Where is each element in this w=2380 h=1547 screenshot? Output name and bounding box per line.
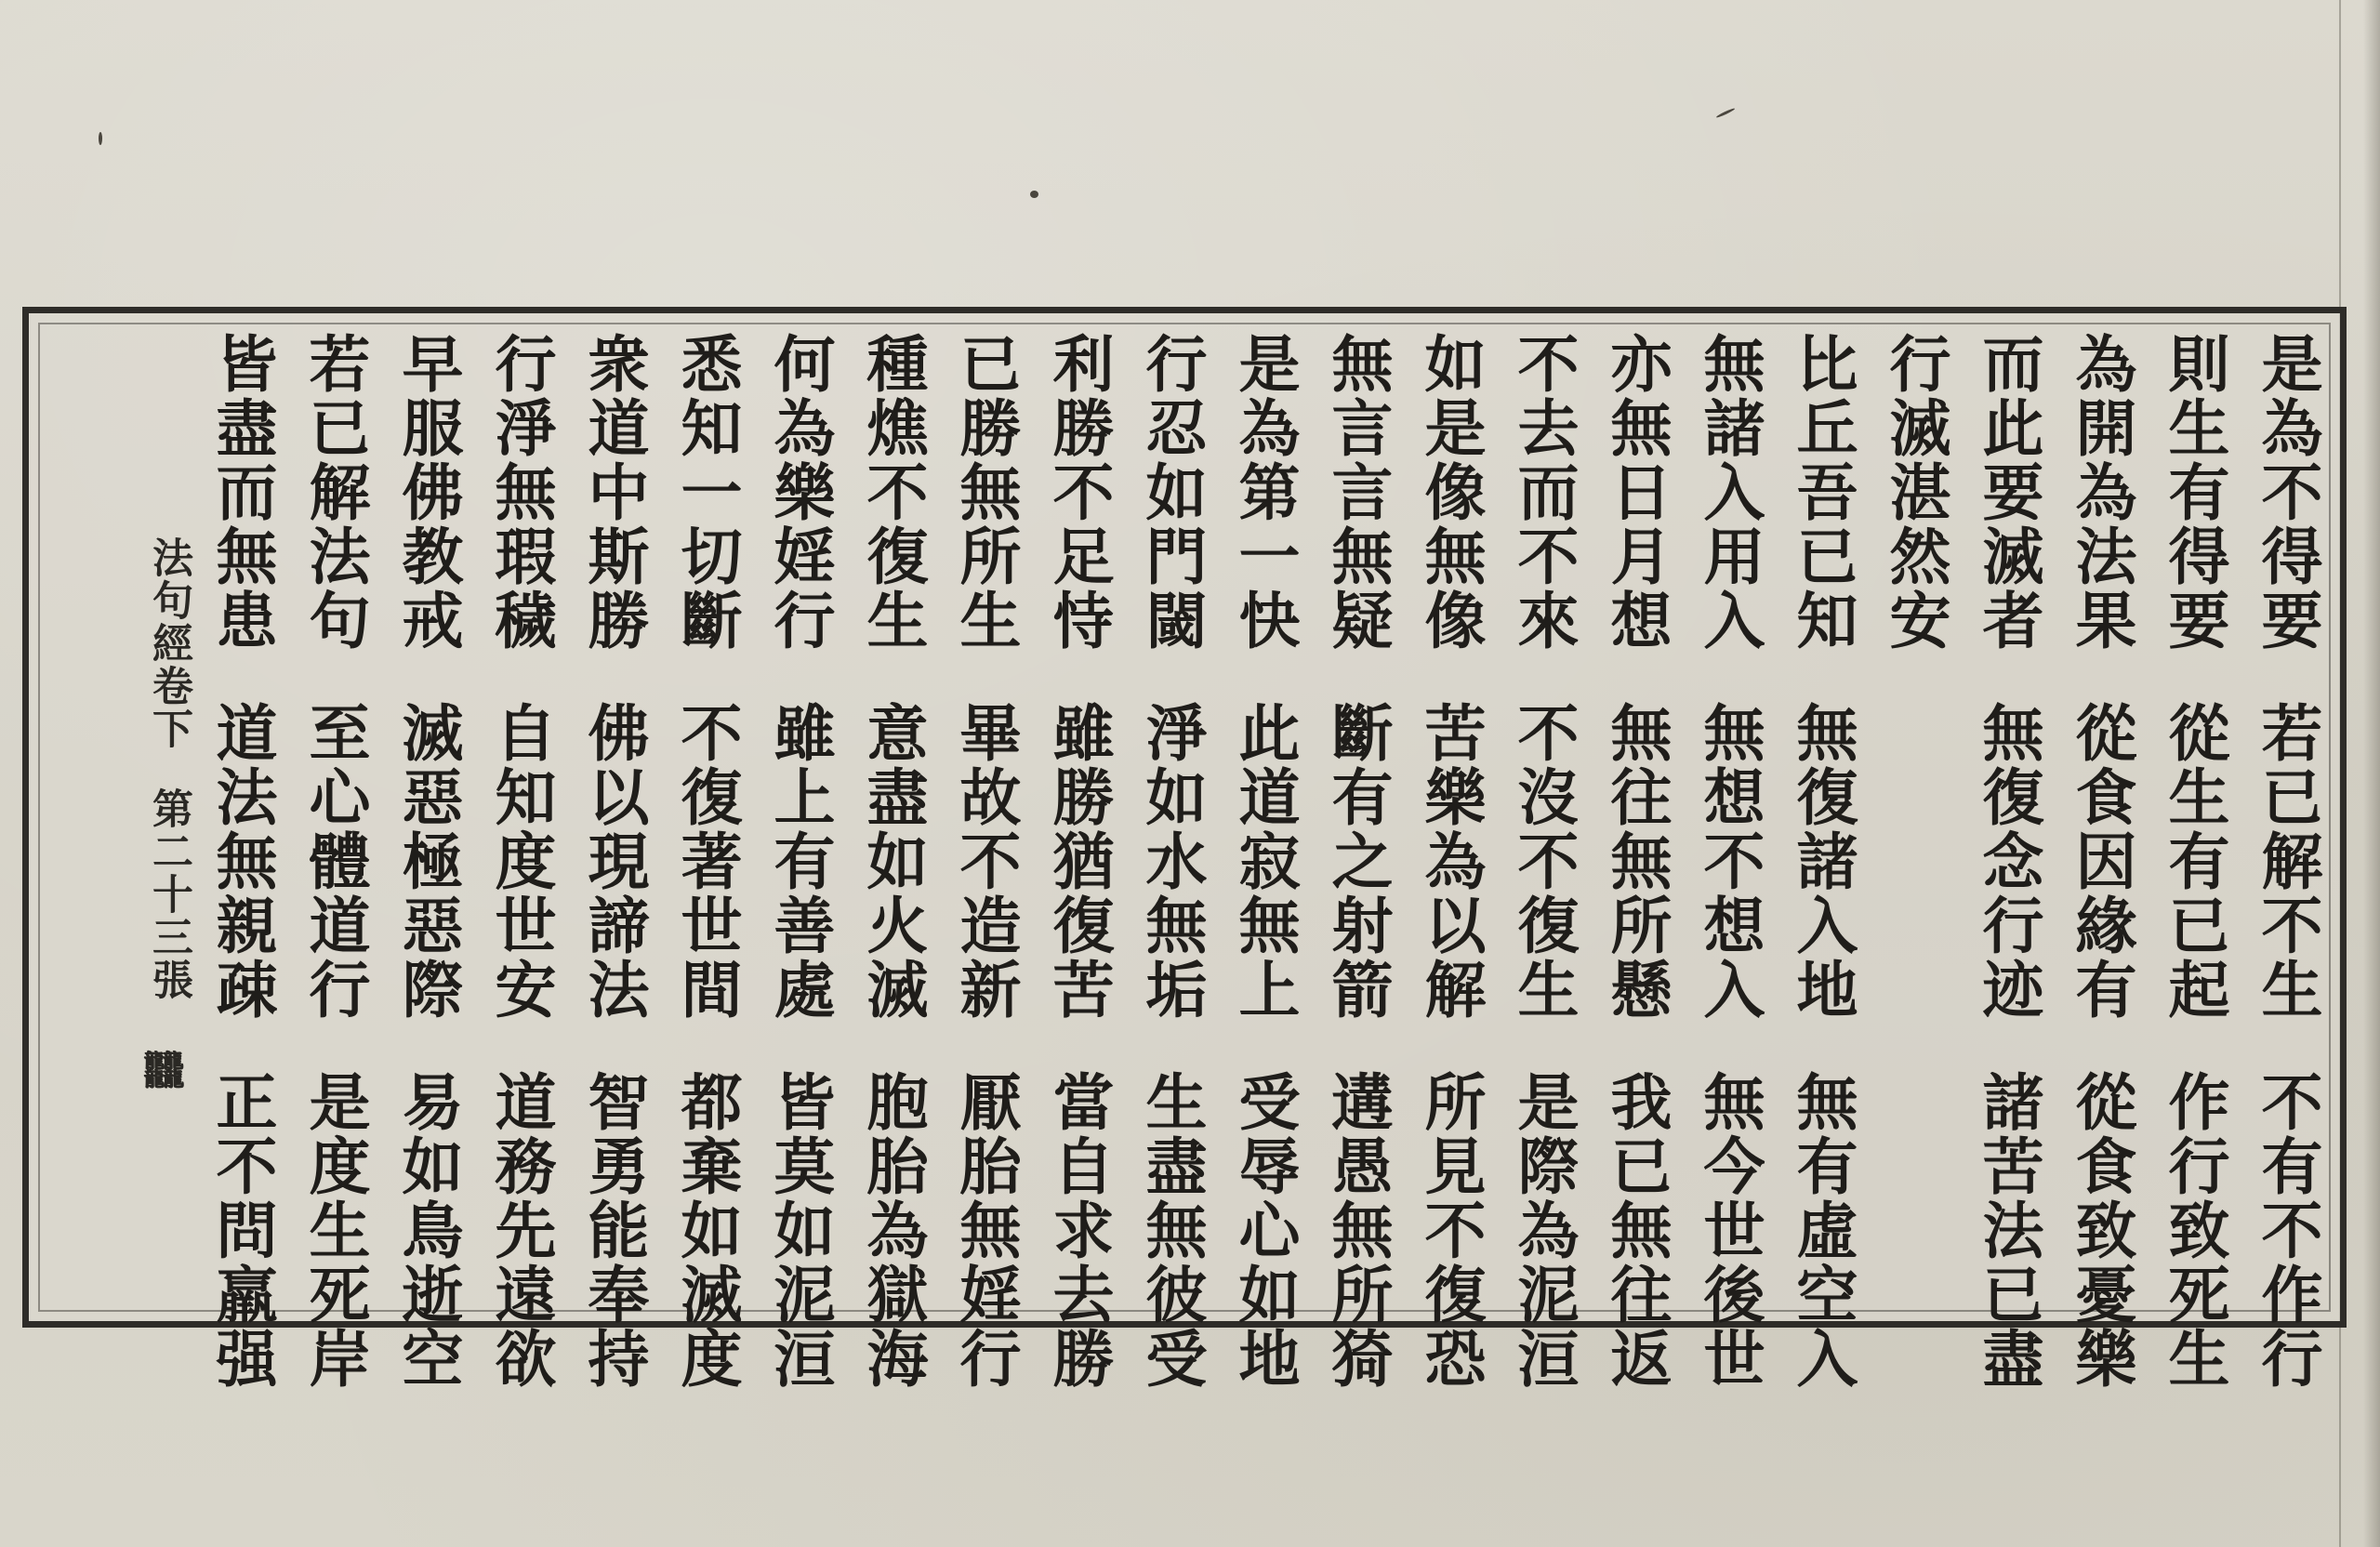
page-crease-shadow bbox=[2363, 0, 2380, 1547]
verse-line: 胞胎為獄海 bbox=[856, 1070, 929, 1391]
margin-page-number: 第二十三張 bbox=[145, 787, 192, 1001]
text-column bbox=[670, 332, 743, 1391]
verse-line: 都棄如滅度 bbox=[670, 1070, 743, 1391]
verse-line: 無復念行迹 bbox=[1972, 701, 2044, 1022]
verse-line: 作行致死生 bbox=[2158, 1070, 2230, 1391]
text-column bbox=[391, 332, 464, 1391]
text-column bbox=[484, 332, 557, 1391]
verse-line: 所見不復恐 bbox=[1414, 1070, 1487, 1391]
verse-line: 無想不想入 bbox=[1693, 701, 1765, 1022]
text-column bbox=[577, 332, 650, 1391]
verse-line: 行忍如門閾 bbox=[1135, 332, 1208, 653]
verse-line: 行淨無瑕穢 bbox=[484, 332, 557, 653]
text-block-frame bbox=[22, 307, 2347, 1391]
verse-line: 若已解法句 bbox=[298, 332, 371, 653]
verse-line: 苦樂為以解 bbox=[1414, 701, 1487, 1022]
verse-line: 為開為法果 bbox=[2065, 332, 2137, 653]
verse-line: 皆盡而無患 bbox=[205, 332, 278, 653]
text-column bbox=[2251, 332, 2323, 1391]
verse-line: 衆道中斯勝 bbox=[577, 332, 650, 653]
verse-line: 無言言無疑 bbox=[1321, 332, 1394, 653]
text-column bbox=[1228, 332, 1301, 1391]
verse-line: 生盡無彼受 bbox=[1135, 1070, 1208, 1391]
verse-line: 自知度世安 bbox=[484, 701, 557, 1022]
verse-line: 不有不作行 bbox=[2251, 1070, 2323, 1391]
verse-line: 不沒不復生 bbox=[1507, 701, 1580, 1022]
verse-line: 雖上有善處 bbox=[763, 701, 836, 1022]
verse-line: 從生有已起 bbox=[2158, 701, 2230, 1022]
text-column bbox=[856, 332, 929, 1391]
verse-line: 我已無往返 bbox=[1600, 1070, 1673, 1391]
verse-line: 當自求去勝 bbox=[1042, 1070, 1115, 1391]
verse-line: 斷有之射箭 bbox=[1321, 701, 1394, 1022]
verse-line: 至心體道行 bbox=[298, 701, 371, 1022]
verse-line: 若已解不生 bbox=[2251, 701, 2323, 1022]
verse-line: 受辱心如地 bbox=[1228, 1070, 1301, 1391]
verse-line: 如是像無像 bbox=[1414, 332, 1487, 653]
verse-line: 道務先遠欲 bbox=[484, 1070, 557, 1391]
verse-line: 早服佛教戒 bbox=[391, 332, 464, 653]
verse-line: 是為第一快 bbox=[1228, 332, 1301, 653]
verse-line: 淨如水無垢 bbox=[1135, 701, 1208, 1022]
verse-line: 不復著世間 bbox=[670, 701, 743, 1022]
verse-line: 畢故不造新 bbox=[949, 701, 1022, 1022]
verse-line: 皆莫如泥洹 bbox=[763, 1070, 836, 1391]
text-column bbox=[1135, 332, 1208, 1391]
text-column bbox=[298, 332, 371, 1391]
text-column bbox=[205, 332, 278, 1391]
text-column bbox=[1600, 332, 1673, 1391]
text-column bbox=[949, 332, 1022, 1391]
text-column bbox=[1879, 332, 1951, 653]
verse-line: 正不問羸强 bbox=[205, 1070, 278, 1391]
margin-mark: 𪚥 bbox=[139, 1048, 187, 1089]
verse-line: 何為樂婬行 bbox=[763, 332, 836, 653]
verse-line: 比丘吾已知 bbox=[1786, 332, 1858, 653]
verse-line: 此道寂無上 bbox=[1228, 701, 1301, 1022]
verse-line: 易如鳥逝空 bbox=[391, 1070, 464, 1391]
verse-line: 種燋不復生 bbox=[856, 332, 929, 653]
verse-line: 是為不得要 bbox=[2251, 332, 2323, 653]
text-column bbox=[1693, 332, 1765, 1391]
ink-fleck bbox=[99, 132, 102, 145]
verse-line: 佛以現諦法 bbox=[577, 701, 650, 1022]
verse-line: 道法無親疎 bbox=[205, 701, 278, 1022]
verse-line: 而此要滅者 bbox=[1972, 332, 2044, 653]
margin-title: 法句經卷下 bbox=[145, 536, 192, 750]
text-column bbox=[763, 332, 836, 1391]
verse-line: 從食致憂樂 bbox=[2065, 1070, 2137, 1391]
text-column bbox=[1507, 332, 1580, 1391]
ink-fleck bbox=[1030, 191, 1038, 198]
verse-line: 不去而不來 bbox=[1507, 332, 1580, 653]
ink-fleck bbox=[1715, 107, 1735, 118]
verse-line: 雖勝猶復苦 bbox=[1042, 701, 1115, 1022]
verse-line: 意盡如火滅 bbox=[856, 701, 929, 1022]
verse-line: 從食因緣有 bbox=[2065, 701, 2137, 1022]
verse-line: 無有虛空入 bbox=[1786, 1070, 1858, 1391]
verse-line: 亦無日月想 bbox=[1600, 332, 1673, 653]
verse-line: 遘愚無所猗 bbox=[1321, 1070, 1394, 1391]
verse-line: 無往無所懸 bbox=[1600, 701, 1673, 1022]
verse-line: 滅惡極惡際 bbox=[391, 701, 464, 1022]
verse-line: 無復諸入地 bbox=[1786, 701, 1858, 1022]
verse-line: 無今世後世 bbox=[1693, 1070, 1765, 1391]
verse-line: 已勝無所生 bbox=[949, 332, 1022, 653]
verse-line: 悉知一切斷 bbox=[670, 332, 743, 653]
verse-line: 諸苦法已盡 bbox=[1972, 1070, 2044, 1391]
text-column bbox=[2158, 332, 2230, 1391]
verse-line: 行滅湛然安 bbox=[1879, 332, 1951, 653]
text-column bbox=[1972, 332, 2044, 1391]
verse-line: 則生有得要 bbox=[2158, 332, 2230, 653]
verse-line: 無諸入用入 bbox=[1693, 332, 1765, 653]
verse-line: 是際為泥洹 bbox=[1507, 1070, 1580, 1391]
text-column bbox=[1042, 332, 1115, 1391]
verse-line: 利勝不足恃 bbox=[1042, 332, 1115, 653]
verse-line: 智勇能奉持 bbox=[577, 1070, 650, 1391]
text-column bbox=[1414, 332, 1487, 1391]
verse-line: 是度生死岸 bbox=[298, 1070, 371, 1391]
text-column bbox=[1321, 332, 1394, 1391]
text-column bbox=[2065, 332, 2137, 1391]
text-column bbox=[1786, 332, 1858, 1391]
verse-line: 厭胎無婬行 bbox=[949, 1070, 1022, 1391]
